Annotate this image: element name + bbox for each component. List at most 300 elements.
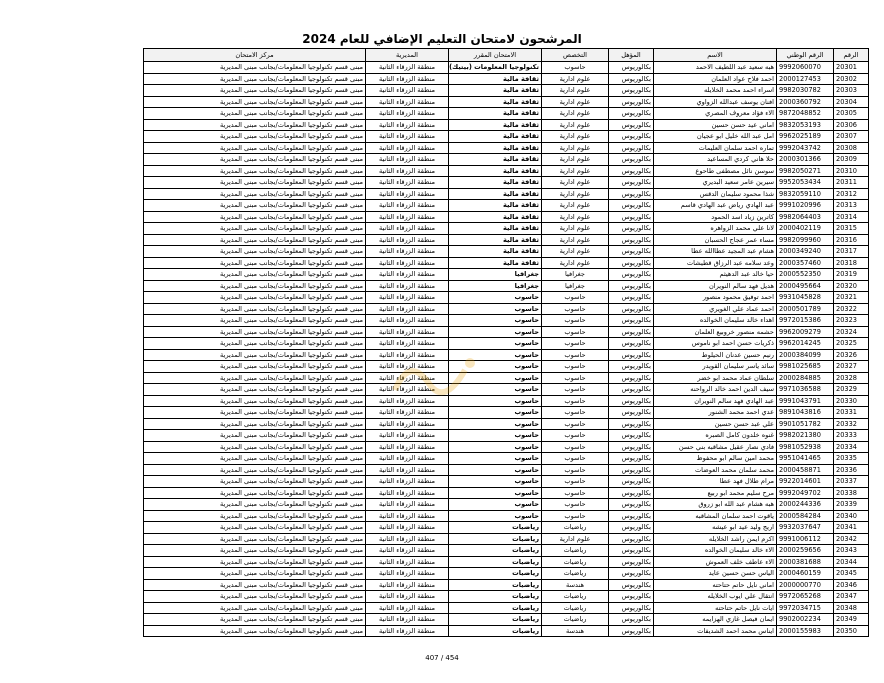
cell-num: 20325: [834, 338, 869, 350]
cell-national-id: 9872048852: [777, 108, 834, 120]
cell-directorate: منطقة الزرقاء الثانية: [366, 131, 449, 143]
cell-name: غنوه خلدون كامل الصبره: [654, 430, 777, 442]
cell-exam-center: مبنى قسم تكنولوجيا المعلومات/بجانب مبنى المديرية: [144, 119, 366, 131]
cell-qualification: بكالوريوس: [609, 361, 654, 373]
cell-specialization: علوم ادارية: [542, 165, 609, 177]
cell-directorate: منطقة الزرقاء الثانية: [366, 292, 449, 304]
cell-num: 20329: [834, 384, 869, 396]
cell-specialization: علوم ادارية: [542, 154, 609, 166]
cell-num: 20314: [834, 211, 869, 223]
header-directorate: المديرية: [366, 49, 449, 62]
cell-national-id: 9992043742: [777, 142, 834, 154]
cell-exam-center: مبنى قسم تكنولوجيا المعلومات/بجانب مبنى المديرية: [144, 384, 366, 396]
cell-num: 20343: [834, 545, 869, 557]
cell-num: 20310: [834, 165, 869, 177]
cell-directorate: منطقة الزرقاء الثانية: [366, 246, 449, 258]
table-row: [144, 200, 869, 212]
table-row: [144, 407, 869, 419]
cell-num: 20316: [834, 234, 869, 246]
cell-exam: رياضيات: [449, 556, 542, 568]
cell-name: افنان يوسف عبدالله الزواوي: [654, 96, 777, 108]
table-row: [144, 510, 869, 522]
cell-exam: حاسوب: [449, 315, 542, 327]
cell-name: ايناس محمد احمد الشديفات: [654, 625, 777, 637]
table-row: [144, 568, 869, 580]
table-row: [144, 418, 869, 430]
cell-national-id: 2000357460: [777, 257, 834, 269]
cell-specialization: رياضيات: [542, 522, 609, 534]
cell-national-id: 9962025189: [777, 131, 834, 143]
cell-name: اماني عيد حسن حسين: [654, 119, 777, 131]
cell-exam: حاسوب: [449, 361, 542, 373]
cell-exam-center: مبنى قسم تكنولوجيا المعلومات/بجانب مبنى المديرية: [144, 361, 366, 373]
cell-directorate: منطقة الزرقاء الثانية: [366, 384, 449, 396]
cell-exam: ثقافة مالية: [449, 211, 542, 223]
cell-name: سلطان عماد محمد ابو خضر: [654, 372, 777, 384]
cell-exam-center: مبنى قسم تكنولوجيا المعلومات/بجانب مبنى المديرية: [144, 510, 366, 522]
cell-qualification: بكالوريوس: [609, 131, 654, 143]
cell-exam-center: مبنى قسم تكنولوجيا المعلومات/بجانب مبنى المديرية: [144, 441, 366, 453]
cell-specialization: علوم ادارية: [542, 200, 609, 212]
cell-exam-center: مبنى قسم تكنولوجيا المعلومات/بجانب مبنى المديرية: [144, 131, 366, 143]
cell-num: 20327: [834, 361, 869, 373]
cell-num: 20315: [834, 223, 869, 235]
cell-directorate: منطقة الزرقاء الثانية: [366, 211, 449, 223]
cell-directorate: منطقة الزرقاء الثانية: [366, 119, 449, 131]
cell-exam: تكنولوجيا المعلومات (بيتيك): [449, 62, 542, 74]
cell-directorate: منطقة الزرقاء الثانية: [366, 625, 449, 637]
cell-exam-center: مبنى قسم تكنولوجيا المعلومات/بجانب مبنى المديرية: [144, 165, 366, 177]
cell-exam: ثقافة مالية: [449, 119, 542, 131]
header-num: الرقم: [834, 49, 869, 62]
cell-exam-center: مبنى قسم تكنولوجيا المعلومات/بجانب مبنى المديرية: [144, 614, 366, 626]
cell-exam-center: مبنى قسم تكنولوجيا المعلومات/بجانب مبنى المديرية: [144, 280, 366, 292]
cell-exam-center: مبنى قسم تكنولوجيا المعلومات/بجانب مبنى المديرية: [144, 315, 366, 327]
cell-specialization: حاسوب: [542, 395, 609, 407]
cell-national-id: 2000501789: [777, 303, 834, 315]
page-title: المرشحون لامتحان التعليم الإضافي للعام 2024: [302, 32, 582, 46]
cell-num: 20344: [834, 556, 869, 568]
cell-num: 20305: [834, 108, 869, 120]
cell-specialization: رياضيات: [542, 545, 609, 557]
cell-directorate: منطقة الزرقاء الثانية: [366, 177, 449, 189]
cell-exam: ثقافة مالية: [449, 73, 542, 85]
cell-directorate: منطقة الزرقاء الثانية: [366, 476, 449, 488]
cell-exam-center: مبنى قسم تكنولوجيا المعلومات/بجانب مبنى المديرية: [144, 142, 366, 154]
table-row: [144, 108, 869, 120]
cell-specialization: حاسوب: [542, 499, 609, 511]
cell-directorate: منطقة الزرقاء الثانية: [366, 315, 449, 327]
cell-national-id: 9992049702: [777, 487, 834, 499]
cell-exam: ثقافة مالية: [449, 200, 542, 212]
cell-qualification: بكالوريوس: [609, 533, 654, 545]
cell-national-id: 2000259656: [777, 545, 834, 557]
cell-specialization: حاسوب: [542, 292, 609, 304]
cell-num: 20303: [834, 85, 869, 97]
cell-exam-center: مبنى قسم تكنولوجيا المعلومات/بجانب مبنى المديرية: [144, 257, 366, 269]
cell-exam: رياضيات: [449, 625, 542, 637]
cell-num: 20349: [834, 614, 869, 626]
cell-national-id: 9981025685: [777, 361, 834, 373]
cell-specialization: علوم ادارية: [542, 211, 609, 223]
cell-national-id: 9932037647: [777, 522, 834, 534]
cell-exam: حاسوب: [449, 303, 542, 315]
cell-qualification: بكالوريوس: [609, 591, 654, 603]
cell-specialization: علوم ادارية: [542, 142, 609, 154]
cell-exam: رياضيات: [449, 545, 542, 557]
cell-name: انتقال علي ايوب الخلايله: [654, 591, 777, 603]
cell-name: اماني نايل حاتم حتاحته: [654, 579, 777, 591]
cell-exam: ثقافة مالية: [449, 223, 542, 235]
cell-exam: حاسوب: [449, 430, 542, 442]
cell-name: الاء خالد سليمان الخوالده: [654, 545, 777, 557]
cell-qualification: بكالوريوس: [609, 257, 654, 269]
cell-national-id: 2000495664: [777, 280, 834, 292]
cell-qualification: بكالوريوس: [609, 188, 654, 200]
cell-national-id: 2000244336: [777, 499, 834, 511]
table-row: [144, 476, 869, 488]
table-row: [144, 625, 869, 637]
cell-qualification: بكالوريوس: [609, 441, 654, 453]
cell-national-id: 9962014245: [777, 338, 834, 350]
cell-num: 20304: [834, 96, 869, 108]
cell-qualification: بكالوريوس: [609, 395, 654, 407]
header-name: الاسم: [654, 49, 777, 62]
cell-num: 20302: [834, 73, 869, 85]
cell-name: اهداء خالد سليمان الخوالده: [654, 315, 777, 327]
table-row: [144, 361, 869, 373]
cell-exam: ثقافة مالية: [449, 165, 542, 177]
table-row: [144, 315, 869, 327]
cell-name: احمد عماد علي الغويري: [654, 303, 777, 315]
cell-specialization: علوم ادارية: [542, 119, 609, 131]
cell-specialization: علوم ادارية: [542, 131, 609, 143]
cell-exam-center: مبنى قسم تكنولوجيا المعلومات/بجانب مبنى المديرية: [144, 326, 366, 338]
cell-specialization: حاسوب: [542, 349, 609, 361]
cell-national-id: 9991020996: [777, 200, 834, 212]
cell-name: سائد ياسر سليمان القويدر: [654, 361, 777, 373]
cell-exam: ثقافة مالية: [449, 246, 542, 258]
cell-num: 20342: [834, 533, 869, 545]
cell-qualification: بكالوريوس: [609, 568, 654, 580]
cell-exam-center: مبنى قسم تكنولوجيا المعلومات/بجانب مبنى المديرية: [144, 430, 366, 442]
cell-num: 20335: [834, 453, 869, 465]
cell-national-id: 9991043791: [777, 395, 834, 407]
cell-exam: حاسوب: [449, 453, 542, 465]
cell-qualification: بكالوريوس: [609, 556, 654, 568]
cell-exam-center: مبنى قسم تكنولوجيا المعلومات/بجانب مبنى المديرية: [144, 211, 366, 223]
cell-exam: حاسوب: [449, 407, 542, 419]
cell-num: 20317: [834, 246, 869, 258]
cell-num: 20322: [834, 303, 869, 315]
cell-name: ذكريات حسن احمد ابو ناموس: [654, 338, 777, 350]
cell-exam: رياضيات: [449, 533, 542, 545]
cell-exam: حاسوب: [449, 499, 542, 511]
cell-exam-center: مبنى قسم تكنولوجيا المعلومات/بجانب مبنى المديرية: [144, 487, 366, 499]
cell-exam: ثقافة مالية: [449, 257, 542, 269]
cell-specialization: حاسوب: [542, 338, 609, 350]
cell-exam: حاسوب: [449, 395, 542, 407]
cell-specialization: هندسة: [542, 579, 609, 591]
cell-national-id: 9931045828: [777, 292, 834, 304]
cell-num: 20333: [834, 430, 869, 442]
table-row: [144, 280, 869, 292]
cell-qualification: بكالوريوس: [609, 407, 654, 419]
cell-exam-center: مبنى قسم تكنولوجيا المعلومات/بجانب مبنى المديرية: [144, 223, 366, 235]
cell-directorate: منطقة الزرقاء الثانية: [366, 591, 449, 603]
cell-specialization: حاسوب: [542, 384, 609, 396]
cell-directorate: منطقة الزرقاء الثانية: [366, 522, 449, 534]
cell-directorate: منطقة الزرقاء الثانية: [366, 188, 449, 200]
cell-specialization: علوم ادارية: [542, 108, 609, 120]
table-row: [144, 395, 869, 407]
cell-exam: ثقافة مالية: [449, 131, 542, 143]
table-row: [144, 384, 869, 396]
cell-specialization: علوم ادارية: [542, 533, 609, 545]
cell-exam-center: مبنى قسم تكنولوجيا المعلومات/بجانب مبنى المديرية: [144, 579, 366, 591]
page-number: 407 / 454: [425, 654, 459, 662]
cell-national-id: 2000301366: [777, 154, 834, 166]
cell-specialization: رياضيات: [542, 568, 609, 580]
table-row: [144, 142, 869, 154]
cell-num: 20346: [834, 579, 869, 591]
cell-exam: حاسوب: [449, 487, 542, 499]
cell-exam-center: مبنى قسم تكنولوجيا المعلومات/بجانب مبنى المديرية: [144, 292, 366, 304]
cell-num: 20341: [834, 522, 869, 534]
table-header-row: [144, 49, 869, 62]
cell-exam: ثقافة مالية: [449, 142, 542, 154]
cell-name: فادي نصار عقيل مشاقبه بني حسن: [654, 441, 777, 453]
table-row: [144, 73, 869, 85]
cell-name: احمد توفيق محمود منصور: [654, 292, 777, 304]
cell-directorate: منطقة الزرقاء الثانية: [366, 602, 449, 614]
cell-exam: جغرافيا: [449, 269, 542, 281]
cell-qualification: بكالوريوس: [609, 579, 654, 591]
cell-national-id: 9891043816: [777, 407, 834, 419]
cell-specialization: علوم ادارية: [542, 85, 609, 97]
cell-name: ياقوت احمد سلمان المشاقبه: [654, 510, 777, 522]
cell-qualification: بكالوريوس: [609, 522, 654, 534]
cell-national-id: 9981052938: [777, 441, 834, 453]
cell-specialization: حاسوب: [542, 407, 609, 419]
cell-name: هبه هشام عبد الله ابو زروق: [654, 499, 777, 511]
cell-qualification: بكالوريوس: [609, 234, 654, 246]
cell-specialization: علوم ادارية: [542, 73, 609, 85]
table-row: [144, 349, 869, 361]
cell-national-id: 9972015386: [777, 315, 834, 327]
table-row: [144, 62, 869, 74]
table-row: [144, 441, 869, 453]
cell-qualification: بكالوريوس: [609, 223, 654, 235]
cell-directorate: منطقة الزرقاء الثانية: [366, 556, 449, 568]
cell-num: 20326: [834, 349, 869, 361]
cell-num: 20308: [834, 142, 869, 154]
cell-num: 20321: [834, 292, 869, 304]
cell-national-id: 9962009279: [777, 326, 834, 338]
cell-qualification: بكالوريوس: [609, 315, 654, 327]
cell-num: 20306: [834, 119, 869, 131]
cell-name: الاء فؤاد معروف المصري: [654, 108, 777, 120]
cell-name: حشمه منصور خروبيع العلمان: [654, 326, 777, 338]
cell-exam-center: مبنى قسم تكنولوجيا المعلومات/بجانب مبنى المديرية: [144, 200, 366, 212]
cell-qualification: بكالوريوس: [609, 165, 654, 177]
cell-exam-center: مبنى قسم تكنولوجيا المعلومات/بجانب مبنى المديرية: [144, 177, 366, 189]
table-row: [144, 246, 869, 258]
cell-directorate: منطقة الزرقاء الثانية: [366, 579, 449, 591]
cell-exam: ثقافة مالية: [449, 177, 542, 189]
table-row: [144, 96, 869, 108]
cell-name: محمد امين سالم ابو محفوظ: [654, 453, 777, 465]
cell-directorate: منطقة الزرقاء الثانية: [366, 234, 449, 246]
cell-specialization: حاسوب: [542, 62, 609, 74]
cell-directorate: منطقة الزرقاء الثانية: [366, 85, 449, 97]
cell-qualification: بكالوريوس: [609, 510, 654, 522]
cell-directorate: منطقة الزرقاء الثانية: [366, 73, 449, 85]
table-row: [144, 338, 869, 350]
cell-exam: حاسوب: [449, 326, 542, 338]
cell-num: 20323: [834, 315, 869, 327]
cell-name: علي عبد حسن حسين: [654, 418, 777, 430]
cell-exam-center: مبنى قسم تكنولوجيا المعلومات/بجانب مبنى المديرية: [144, 154, 366, 166]
cell-national-id: 2000384099: [777, 349, 834, 361]
cell-specialization: حاسوب: [542, 441, 609, 453]
cell-national-id: 2000402119: [777, 223, 834, 235]
header-specialization: التخصص: [542, 49, 609, 62]
cell-num: 20332: [834, 418, 869, 430]
cell-qualification: بكالوريوس: [609, 614, 654, 626]
cell-specialization: رياضيات: [542, 556, 609, 568]
cell-directorate: منطقة الزرقاء الثانية: [366, 269, 449, 281]
cell-exam-center: مبنى قسم تكنولوجيا المعلومات/بجانب مبنى المديرية: [144, 85, 366, 97]
cell-qualification: بكالوريوس: [609, 499, 654, 511]
table-row: [144, 165, 869, 177]
cell-national-id: 9901051782: [777, 418, 834, 430]
cell-name: سيف الدين احمد خالد الرواحنه: [654, 384, 777, 396]
cell-qualification: بكالوريوس: [609, 418, 654, 430]
cell-exam-center: مبنى قسم تكنولوجيا المعلومات/بجانب مبنى المديرية: [144, 418, 366, 430]
table-row: [144, 188, 869, 200]
cell-num: 20309: [834, 154, 869, 166]
cell-name: محمد سلمان محمد العوضات: [654, 464, 777, 476]
cell-exam: رياضيات: [449, 579, 542, 591]
cell-num: 20347: [834, 591, 869, 603]
cell-specialization: هندسة: [542, 625, 609, 637]
table-row: [144, 430, 869, 442]
cell-num: 20350: [834, 625, 869, 637]
cell-qualification: بكالوريوس: [609, 602, 654, 614]
cell-directorate: منطقة الزرقاء الثانية: [366, 453, 449, 465]
cell-specialization: علوم ادارية: [542, 257, 609, 269]
cell-exam-center: مبنى قسم تكنولوجيا المعلومات/بجانب مبنى المديرية: [144, 591, 366, 603]
cell-qualification: بكالوريوس: [609, 96, 654, 108]
cell-national-id: 9992060070: [777, 62, 834, 74]
cell-exam: ثقافة مالية: [449, 85, 542, 97]
cell-qualification: بكالوريوس: [609, 349, 654, 361]
table-row: [144, 545, 869, 557]
cell-num: 20336: [834, 464, 869, 476]
cell-name: وعد سلامه عبد الرزاق قطيشات: [654, 257, 777, 269]
table-row: [144, 522, 869, 534]
cell-qualification: بكالوريوس: [609, 338, 654, 350]
cell-national-id: 9832059110: [777, 188, 834, 200]
header-national-id: الرقم الوطني: [777, 49, 834, 62]
cell-exam: حاسوب: [449, 338, 542, 350]
cell-qualification: بكالوريوس: [609, 62, 654, 74]
cell-specialization: رياضيات: [542, 591, 609, 603]
cell-national-id: 2000458871: [777, 464, 834, 476]
cell-national-id: 2000381688: [777, 556, 834, 568]
cell-directorate: منطقة الزرقاء الثانية: [366, 395, 449, 407]
table-row: [144, 499, 869, 511]
cell-num: 20312: [834, 188, 869, 200]
cell-national-id: 9951041465: [777, 453, 834, 465]
cell-exam: رياضيات: [449, 614, 542, 626]
cell-national-id: 9982021380: [777, 430, 834, 442]
cell-national-id: 9991006112: [777, 533, 834, 545]
cell-national-id: 9982099960: [777, 234, 834, 246]
cell-specialization: حاسوب: [542, 326, 609, 338]
cell-num: 20337: [834, 476, 869, 488]
table-row: [144, 303, 869, 315]
table-row: [144, 211, 869, 223]
cell-specialization: جغرافيا: [542, 280, 609, 292]
cell-qualification: بكالوريوس: [609, 108, 654, 120]
cell-national-id: 9922014601: [777, 476, 834, 488]
cell-exam: حاسوب: [449, 292, 542, 304]
cell-directorate: منطقة الزرقاء الثانية: [366, 349, 449, 361]
cell-exam: حاسوب: [449, 476, 542, 488]
cell-qualification: بكالوريوس: [609, 487, 654, 499]
cell-name: سيرين عامر سعيد البديري: [654, 177, 777, 189]
cell-qualification: بكالوريوس: [609, 280, 654, 292]
cell-exam-center: مبنى قسم تكنولوجيا المعلومات/بجانب مبنى المديرية: [144, 499, 366, 511]
cell-directorate: منطقة الزرقاء الثانية: [366, 165, 449, 177]
cell-qualification: بكالوريوس: [609, 269, 654, 281]
cell-exam: حاسوب: [449, 441, 542, 453]
cell-exam: جغرافيا: [449, 280, 542, 292]
header-exam: الامتحان المقرر: [449, 49, 542, 62]
cell-name: هبه سعيد عبد اللطيف الاحمد: [654, 62, 777, 74]
cell-national-id: 2000552350: [777, 269, 834, 281]
cell-exam-center: مبنى قسم تكنولوجيا المعلومات/بجانب مبنى المديرية: [144, 476, 366, 488]
cell-national-id: 2000284885: [777, 372, 834, 384]
cell-specialization: حاسوب: [542, 303, 609, 315]
cell-qualification: بكالوريوس: [609, 372, 654, 384]
table-row: [144, 533, 869, 545]
cell-national-id: 2000360792: [777, 96, 834, 108]
cell-num: 20311: [834, 177, 869, 189]
cell-name: هشام عبد المجيد عطاالله عطا: [654, 246, 777, 258]
cell-name: شذا محمود سليمان الدقس: [654, 188, 777, 200]
cell-specialization: حاسوب: [542, 476, 609, 488]
cell-exam: حاسوب: [449, 349, 542, 361]
table-row: [144, 257, 869, 269]
table-row: [144, 234, 869, 246]
cell-qualification: بكالوريوس: [609, 211, 654, 223]
cell-name: لانا علي محمد الزواهره: [654, 223, 777, 235]
cell-num: 20345: [834, 568, 869, 580]
cell-exam-center: مبنى قسم تكنولوجيا المعلومات/بجانب مبنى المديرية: [144, 96, 366, 108]
cell-national-id: 2000127453: [777, 73, 834, 85]
cell-qualification: بكالوريوس: [609, 177, 654, 189]
table-row: [144, 154, 869, 166]
table-row: [144, 269, 869, 281]
cell-exam-center: مبنى قسم تكنولوجيا المعلومات/بجانب مبنى المديرية: [144, 269, 366, 281]
cell-qualification: بكالوريوس: [609, 142, 654, 154]
cell-name: مساء عمر عجاج الحسبان: [654, 234, 777, 246]
cell-name: احمد فلاح عواد العلمان: [654, 73, 777, 85]
cell-directorate: منطقة الزرقاء الثانية: [366, 499, 449, 511]
